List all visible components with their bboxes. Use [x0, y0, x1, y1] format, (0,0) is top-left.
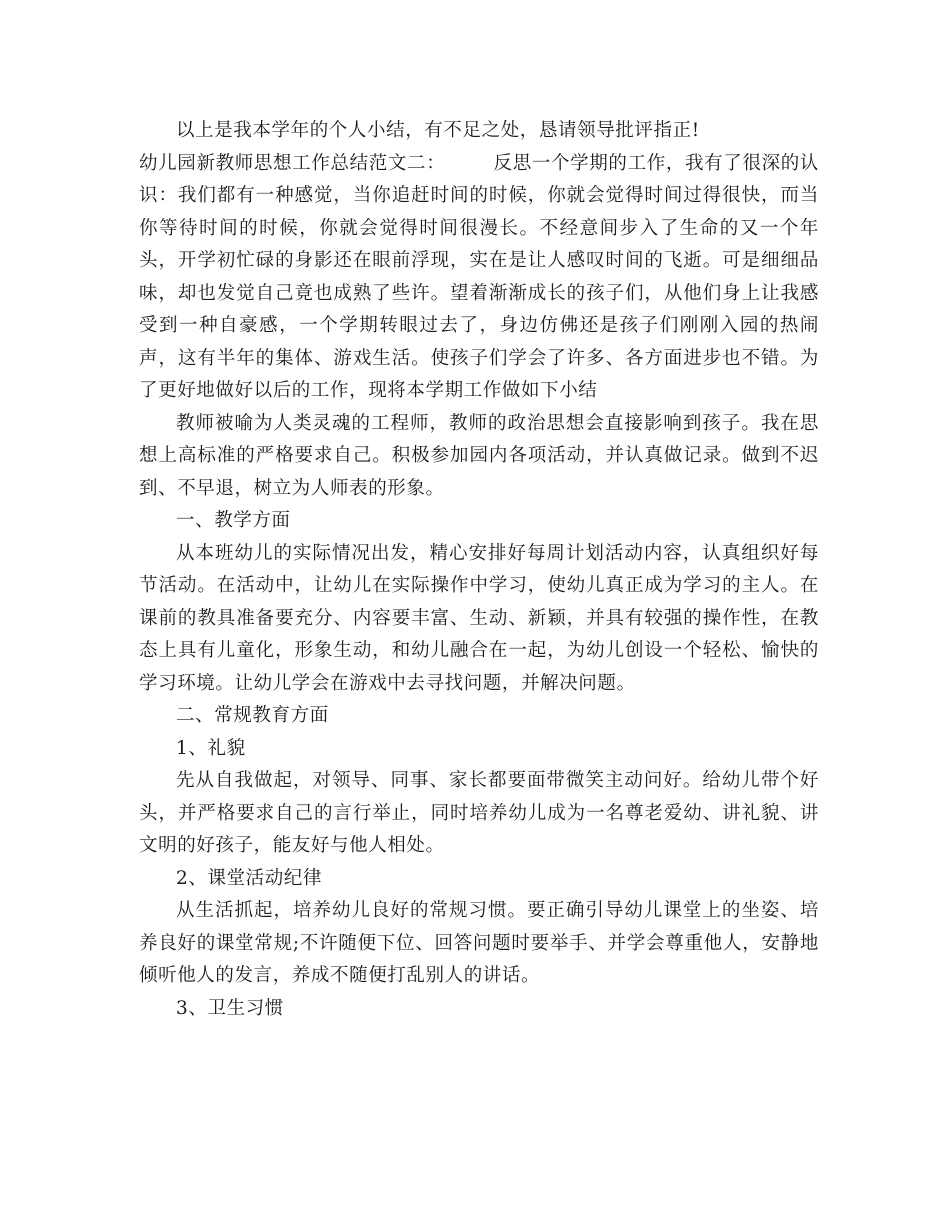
paragraph-political-thought: 教师被喻为人类灵魂的工程师，教师的政治思想会直接影响到孩子。我在思想上高标准的严格要求自己。积极参加园内各项活动，并认真做记录。做到不迟到、不早退，树立为人师表的形象。 [139, 412, 819, 499]
document-body [139, 115, 819, 1025]
paragraph-teaching: 从本班幼儿的实际情况出发，精心安排好每周计划活动内容，认真组织好每节活动。在活动中，让幼儿在实际操作中学习，使幼儿真正成为学习的主人。在课前的教具准备要充分、内容要丰富、生动、新颖，并具有较强的操作性，在教态上具有儿童化，形象生动，和幼儿融合在一起，为幼儿创设一个轻松、愉快的学习环境。让幼儿学会在游戏中去寻找问题，并解决问题。 [139, 542, 819, 694]
paragraph-intro: 幼儿园新教师思想工作总结范文二： 反思一个学期的工作，我有了很深的认识：我们都有一种感觉，当你追赶时间的时候，你就会觉得时间过得很快，而当你等待时间的时候，你就会觉得时间很漫长。不经意间步入了生命的又一个年头，开学初忙碌的身影还在眼前浮现，实在是让人感叹时间的飞逝。可是细细品味，却也发觉自己竟也成熟了些许。望着渐渐成长的孩子们，从他们身上让我感受到一种自豪感，一个学期转眼过去了，身边仿佛还是孩子们刚刚入园的热闹声，这有半年的集体、游戏生活。使孩子们学会了许多、各方面进步也不错。为了更好地做好以后的工作，现将本学期工作做如下小结 [139, 152, 819, 401]
subheading-hygiene: 3、卫生习惯 [176, 997, 284, 1019]
subheading-classroom-discipline: 2、课堂活动纪律 [176, 867, 323, 889]
subheading-manners: 1、礼貌 [176, 737, 246, 759]
section-heading-teaching: 一、教学方面 [176, 510, 291, 531]
paragraph-classroom-discipline: 从生活抓起，培养幼儿良好的常规习惯。要正确引导幼儿课堂上的坐姿、培养良好的课堂常规;不许随便下位、回答问题时要举手、并学会尊重他人，安静地倾听他人的发言，养成不随便打乱别人的讲话。 [139, 900, 819, 986]
paragraph-manners: 先从自我做起，对领导、同事、家长都要面带微笑主动问好。给幼儿带个好头，并严格要求自己的言行举止，同时培养幼儿成为一名尊老爱幼、讲礼貌、讲文明的好孩子，能友好与他人相处。 [139, 770, 819, 856]
paragraph-closing-remark: 以上是我本学年的个人小结，有不足之处，恳请领导批评指正! [176, 120, 700, 141]
section-heading-routine: 二、常规教育方面 [176, 705, 329, 726]
